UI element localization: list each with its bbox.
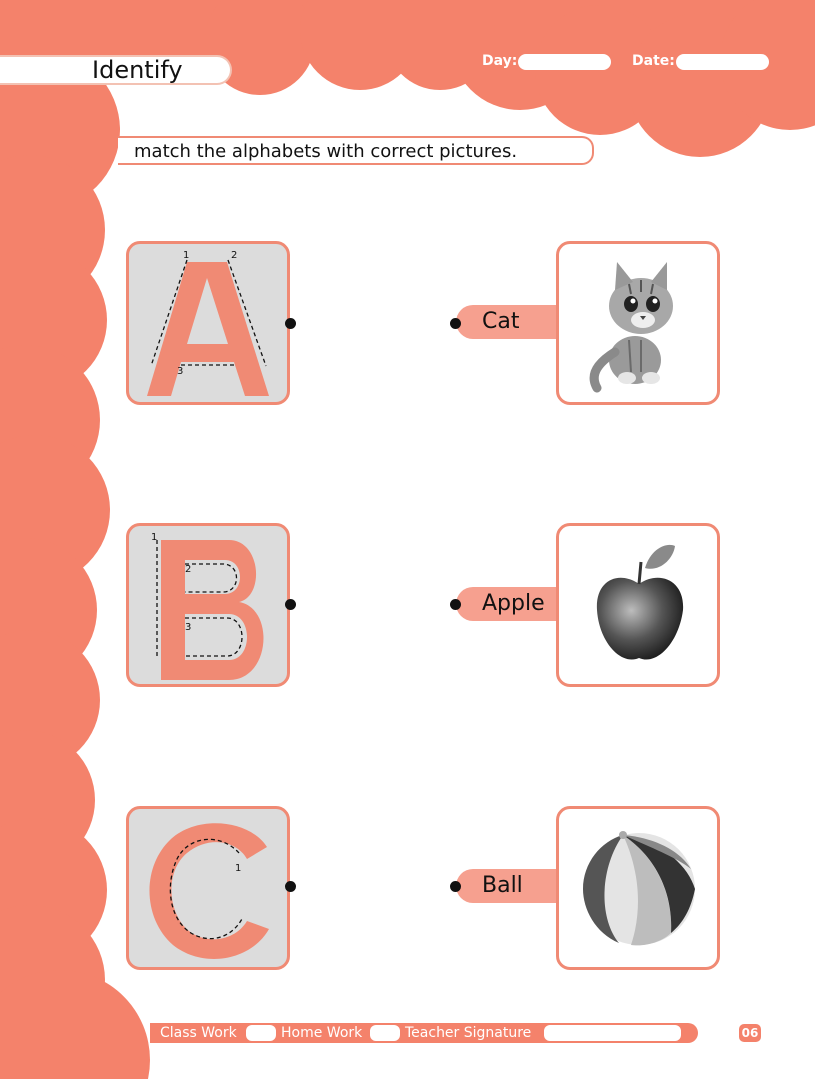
teacher-signature-field[interactable] bbox=[544, 1025, 681, 1041]
picture-card-apple bbox=[556, 523, 720, 687]
letter-card-b bbox=[126, 523, 290, 687]
match-dot-letter-a[interactable] bbox=[285, 318, 296, 329]
match-dot-apple[interactable] bbox=[450, 599, 461, 610]
stroke-number: 2 bbox=[231, 250, 238, 261]
stroke-number: 1 bbox=[183, 250, 190, 261]
picture-card-cat bbox=[556, 241, 720, 405]
stroke-number: 1 bbox=[235, 863, 242, 874]
teacher-signature-label: Teacher Signature bbox=[405, 1025, 532, 1041]
ball-icon bbox=[559, 809, 717, 967]
home-work-label: Home Work bbox=[281, 1025, 363, 1041]
letter-b-tracing bbox=[129, 526, 287, 684]
class-work-label: Class Work bbox=[160, 1025, 237, 1041]
letter-c-tracing bbox=[129, 809, 287, 967]
word-label-apple: Apple bbox=[456, 587, 558, 621]
cat-icon bbox=[559, 244, 717, 402]
word-label-ball: Ball bbox=[456, 869, 558, 903]
match-dot-cat[interactable] bbox=[450, 318, 461, 329]
page-title: Identify bbox=[92, 56, 183, 84]
letter-card-a bbox=[126, 241, 290, 405]
stroke-number: 3 bbox=[177, 366, 184, 377]
day-label: Day: bbox=[482, 53, 518, 69]
word-label-cat: Cat bbox=[456, 305, 558, 339]
home-work-checkbox[interactable] bbox=[370, 1025, 400, 1041]
stroke-number: 1 bbox=[151, 532, 158, 543]
stroke-number: 3 bbox=[185, 622, 192, 633]
page-number: 06 bbox=[739, 1024, 761, 1042]
match-dot-letter-c[interactable] bbox=[285, 881, 296, 892]
apple-icon bbox=[559, 526, 717, 684]
match-dot-letter-b[interactable] bbox=[285, 599, 296, 610]
picture-card-ball bbox=[556, 806, 720, 970]
letter-card-c bbox=[126, 806, 290, 970]
date-field[interactable] bbox=[676, 54, 769, 70]
stroke-number: 2 bbox=[185, 564, 192, 575]
instruction-text: match the alphabets with correct pictures. bbox=[118, 136, 594, 165]
date-label: Date: bbox=[632, 53, 675, 69]
letter-a-tracing bbox=[129, 244, 287, 402]
day-field[interactable] bbox=[518, 54, 611, 70]
match-dot-ball[interactable] bbox=[450, 881, 461, 892]
class-work-checkbox[interactable] bbox=[246, 1025, 276, 1041]
